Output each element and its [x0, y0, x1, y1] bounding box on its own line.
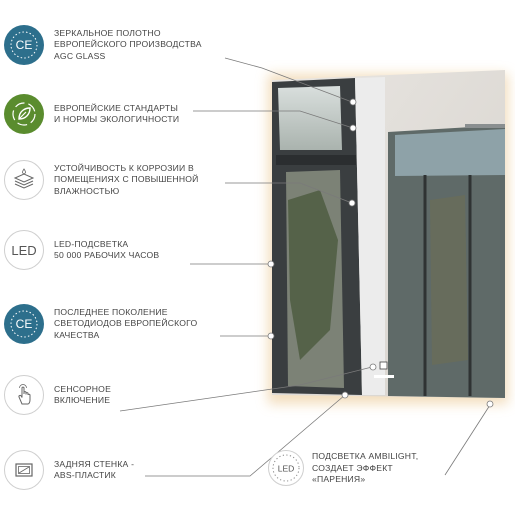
feature-agc-line-2: ЕВРОПЕЙСКОГО ПРОИЗВОДСТВА — [54, 39, 202, 50]
feature-abs-line-2: ABS-ПЛАСТИК — [54, 470, 116, 480]
feature-abs-label — [54, 459, 134, 482]
feature-touch-line-2: ВКЛЮЧЕНИЕ — [54, 395, 111, 405]
moisture-layers-icon — [4, 160, 44, 200]
partition-tree — [430, 195, 468, 365]
feature-eco-line-1: ЕВРОПЕЙСКИЕ СТАНДАРТЫ — [54, 102, 179, 113]
touch-hand-icon — [4, 375, 44, 415]
feature-touch-label — [54, 384, 111, 407]
ce-icon — [4, 304, 44, 344]
ambilight-line-3: «ПАРЕНИЯ» — [312, 474, 366, 484]
feature-corrosion-line-3: ВЛАЖНОСТЬЮ — [54, 185, 120, 196]
feature-eco-label — [54, 103, 179, 126]
feature-eco — [4, 94, 179, 134]
feature-led-line-1: LED-ПОДСВЕТКА — [54, 238, 129, 249]
feature-eco-line-2: И НОРМЫ ЭКОЛОГИЧНОСТИ — [54, 114, 180, 124]
feature-touch — [4, 375, 111, 415]
feature-corrosion-line-1: УСТОЙЧИВОСТЬ К КОРРОЗИИ В — [54, 162, 194, 173]
feature-diodes-label — [54, 307, 197, 342]
back-panel-icon — [4, 450, 44, 490]
ce-icon-text: CE — [15, 317, 33, 331]
callout-ambilight — [445, 405, 490, 475]
feature-led-label — [54, 239, 159, 262]
window-frame-bar — [276, 155, 356, 165]
sensor-logo — [374, 375, 394, 378]
ce-icon — [4, 25, 44, 65]
towel-rail — [465, 124, 505, 128]
feature-abs-line-1: ЗАДНЯЯ СТЕНКА - — [54, 458, 135, 469]
ambilight-line-1: ПОДСВЕТКА AMBILIGHT, — [312, 451, 419, 461]
ambilight-line-2: СОЗДАЕТ ЭФФЕКТ — [312, 462, 393, 473]
touch-sensor — [380, 362, 387, 369]
feature-corrosion — [4, 160, 199, 200]
feature-touch-line-1: СЕНСОРНОЕ — [54, 383, 112, 394]
feature-ambilight-label — [312, 451, 418, 486]
feature-abs — [4, 450, 134, 490]
feature-led — [4, 230, 159, 270]
ce-icon-text: CE — [15, 38, 33, 52]
feature-agc-glass — [4, 25, 202, 65]
feature-agc-label — [54, 28, 202, 63]
feature-diodes — [4, 304, 197, 344]
led-icon — [4, 230, 44, 270]
eco-leaf-icon — [4, 94, 44, 134]
led-glow-icon — [268, 450, 304, 486]
led-icon-text: LED — [11, 242, 37, 258]
feature-diodes-line-3: КАЧЕСТВА — [54, 329, 100, 340]
feature-led-line-2: 50 000 РАБОЧИХ ЧАСОВ — [54, 250, 160, 260]
feature-agc-line-3: AGC GLASS — [54, 50, 106, 61]
feature-diodes-line-2: СВЕТОДИОДОВ ЕВРОПЕЙСКОГО — [54, 318, 198, 329]
led-glow-icon-text: LED — [277, 463, 295, 474]
feature-diodes-line-1: ПОСЛЕДНЕЕ ПОКОЛЕНИЕ — [54, 306, 168, 317]
feature-corrosion-line-2: ПОМЕЩЕНИЯХ С ПОВЫШЕННОЙ — [54, 174, 199, 185]
feature-agc-line-1: ЗЕРКАЛЬНОЕ ПОЛОТНО — [54, 27, 161, 38]
glass-top — [395, 129, 505, 176]
window-pane-top — [278, 86, 342, 150]
feature-corrosion-label — [54, 163, 199, 198]
